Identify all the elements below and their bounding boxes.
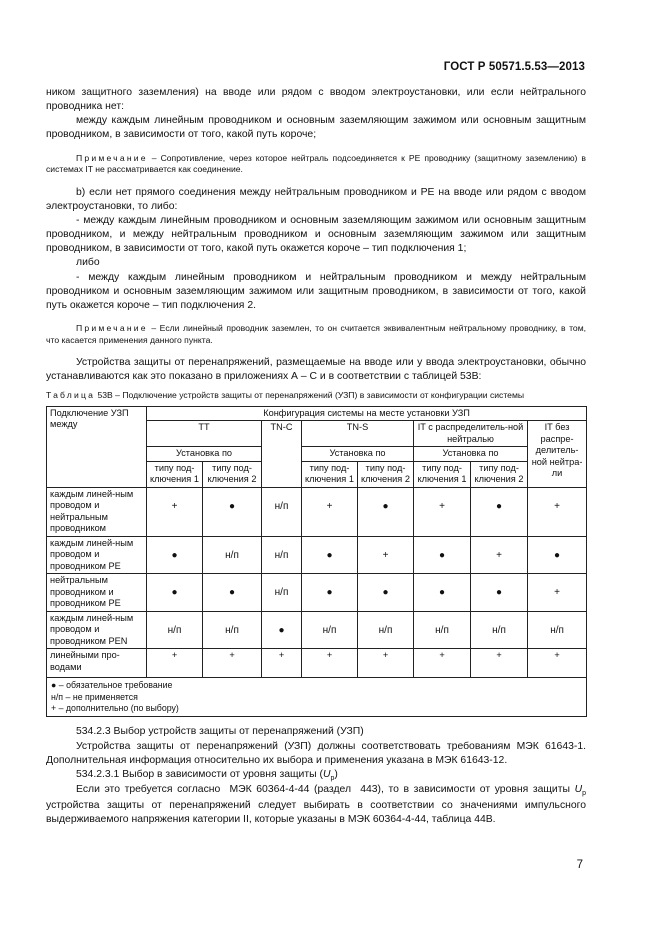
table-cell: + <box>262 649 302 678</box>
table-cell: ● <box>203 487 262 536</box>
table-cell: + <box>358 649 414 678</box>
case-b-item-2: - между каждым линейным проводником и нейтральным проводником и между нейтральным проводником и основным заземляющим зажимом или защитным проводником, в зависимости от того, какой путь окажется короче – тип подключения 2. <box>46 271 586 311</box>
table-cell: + <box>414 487 471 536</box>
table-row <box>47 649 587 678</box>
table-cell: ● <box>147 536 203 574</box>
type-1-header: типу под-ключения 1 <box>147 461 203 487</box>
row-label: нейтральным проводником и проводником PE <box>47 574 147 612</box>
system-tn-s: TN-S <box>302 421 414 447</box>
note-1 <box>46 153 586 176</box>
table-row <box>47 574 587 612</box>
table-cell: ● <box>302 574 358 612</box>
table-cell: н/п <box>262 574 302 612</box>
table-cell: ● <box>358 487 414 536</box>
subsection-heading: 534.2.3.1 Выбор в зависимости от уровня защиты $(U_p)$ <box>76 768 338 782</box>
table-header-row <box>47 406 587 421</box>
system-it-with-neutral: IT с распределитель-ной нейтралью <box>414 421 528 447</box>
table-cell: + <box>471 649 528 678</box>
table-cell: + <box>528 574 587 612</box>
config-header: Конфигурация системы на месте установки УЗП <box>147 406 587 421</box>
table-cell: ● <box>471 487 528 536</box>
table-cell: + <box>147 487 203 536</box>
table-legend <box>47 678 587 717</box>
legend-item: н/п – не применяется <box>51 691 138 702</box>
table-cell: + <box>302 649 358 678</box>
table-cell: н/п <box>414 611 471 649</box>
caption-text: 53В – Подключение устройств защиты от перенапряжений (УЗП) в зависимости от конфигурации системы <box>95 390 525 401</box>
install-by-it: Установка по <box>414 447 528 462</box>
page-body <box>46 86 586 827</box>
table-cell: н/п <box>358 611 414 649</box>
row-label: линейными про-водами <box>47 649 147 678</box>
spd-paragraph: Устройства защиты от перенапряжений, размещаемые на вводе или у ввода электроустановки, обычно устанавливаются как это показано в приложениях А – С и в соответствии с таблицей 53В: <box>46 357 586 383</box>
case-b-paragraph: b) если нет прямого соединения между нейтральным проводником и PE на вводе или рядом с вводом электроустановки, то либо: <box>46 186 586 212</box>
type-1-header: типу под-ключения 1 <box>302 461 358 487</box>
type-2-header: типу под-ключения 2 <box>203 461 262 487</box>
row-label: каждым линей-ным проводом и проводником PE <box>47 536 147 574</box>
section-paragraph: Устройства защиты от перенапряжений (УЗП) должны соответствовать требованиям МЭК 61643-1. Дополнительная информация относительно их выбора и применения указана в МЭК 61643-12. <box>46 740 586 766</box>
table-row <box>47 611 587 649</box>
table-cell: н/п <box>302 611 358 649</box>
note-text: – Сопротивление, через которое нейтраль подсоединяется к PE проводнику (защитному заземлению) в системах IT не рассматривается как соединение. <box>46 152 586 175</box>
spd-table <box>46 406 587 718</box>
note-label: Примечание <box>76 152 148 163</box>
table-row <box>47 487 587 536</box>
continuation-paragraph: ником защитного заземления) на вводе или рядом с вводом электроустановки, или если нейтрального проводника нет: <box>46 87 586 113</box>
table-cell: + <box>203 649 262 678</box>
table-cell: + <box>147 649 203 678</box>
case-b-item-1: - между каждым линейным проводником и основным заземляющим зажимом или основным защитным проводником, и между нейтральным проводником и основным заземляющим зажимом или защитным проводником, в зависимости от того, какой путь окажется короче – тип подключения 1; <box>46 215 586 255</box>
legend-item: + – дополнительно (по выбору) <box>51 703 179 713</box>
corner-header: Подключение УЗП между <box>47 406 147 487</box>
table-cell: + <box>414 649 471 678</box>
table-cell: ● <box>414 574 471 612</box>
note-text: – Если линейный проводник заземлен, то он считается эквивалентным нейтральному проводнику, в том, что касается применения данного пункта. <box>46 323 586 345</box>
row-label: каждым линей-ным проводом и нейтральным проводником <box>47 487 147 536</box>
table-cell: ● <box>414 536 471 574</box>
table-cell: н/п <box>147 611 203 649</box>
table-cell: ● <box>471 574 528 612</box>
table-row <box>47 536 587 574</box>
system-tt: TT <box>147 421 262 447</box>
system-tn-c: TN-C <box>262 421 302 488</box>
table-cell: н/п <box>528 611 587 649</box>
table-cell: + <box>302 487 358 536</box>
table-cell: + <box>471 536 528 574</box>
table-cell: н/п <box>203 536 262 574</box>
table-cell: н/п <box>203 611 262 649</box>
note-label: Примечание <box>76 323 148 334</box>
install-by-tn-s: Установка по <box>302 447 414 462</box>
standard-header: ГОСТ Р 50571.5.53—2013 <box>443 61 585 73</box>
caption-label: Таблица <box>46 390 96 401</box>
type-2-header: типу под-ключения 2 <box>358 461 414 487</box>
table-cell: н/п <box>471 611 528 649</box>
case-b-or: либо <box>76 257 100 269</box>
install-by-tt: Установка по <box>147 447 262 462</box>
note-2 <box>46 323 586 346</box>
list-item: между каждым линейным проводником и основным заземляющим зажимом или основным защитным проводником, в зависимости от того, какой путь короче; <box>46 115 586 141</box>
table-cell: + <box>528 649 587 678</box>
system-it-without-neutral: IT без распре-делитель-ной нейтра-ли <box>528 421 587 488</box>
type-2-header: типу под-ключения 2 <box>471 461 528 487</box>
table-cell: ● <box>302 536 358 574</box>
table-cell: ● <box>203 574 262 612</box>
legend-row <box>47 678 587 717</box>
table-cell: н/п <box>262 536 302 574</box>
legend-item: ● – обязательное требование <box>51 680 173 691</box>
page-number: 7 <box>576 859 583 871</box>
table-cell: ● <box>147 574 203 612</box>
table-cell: ● <box>358 574 414 612</box>
table-cell: ● <box>528 536 587 574</box>
table-cell: н/п <box>262 487 302 536</box>
table-cell: ● <box>262 611 302 649</box>
table-cell: + <box>358 536 414 574</box>
type-1-header: типу под-ключения 1 <box>414 461 471 487</box>
table-cell: + <box>528 487 587 536</box>
section-heading: 534.2.3 Выбор устройств защиты от перенапряжений (УЗП) <box>76 726 364 738</box>
table-caption <box>46 390 586 401</box>
subsection-paragraph: Если это требуется согласно МЭК 60364-4-44 (раздел 443), то в зависимости от уровня защиты $U_p$ устройства защиты от перенапряжений следует выбирать в соответствии со значениями импульсного выдерживаемого напряжения категории II, которые указаны в МЭК 60364-4-44, таблица 44В. <box>46 784 586 826</box>
row-label: каждым линей-ным проводом и проводником PEN <box>47 611 147 649</box>
